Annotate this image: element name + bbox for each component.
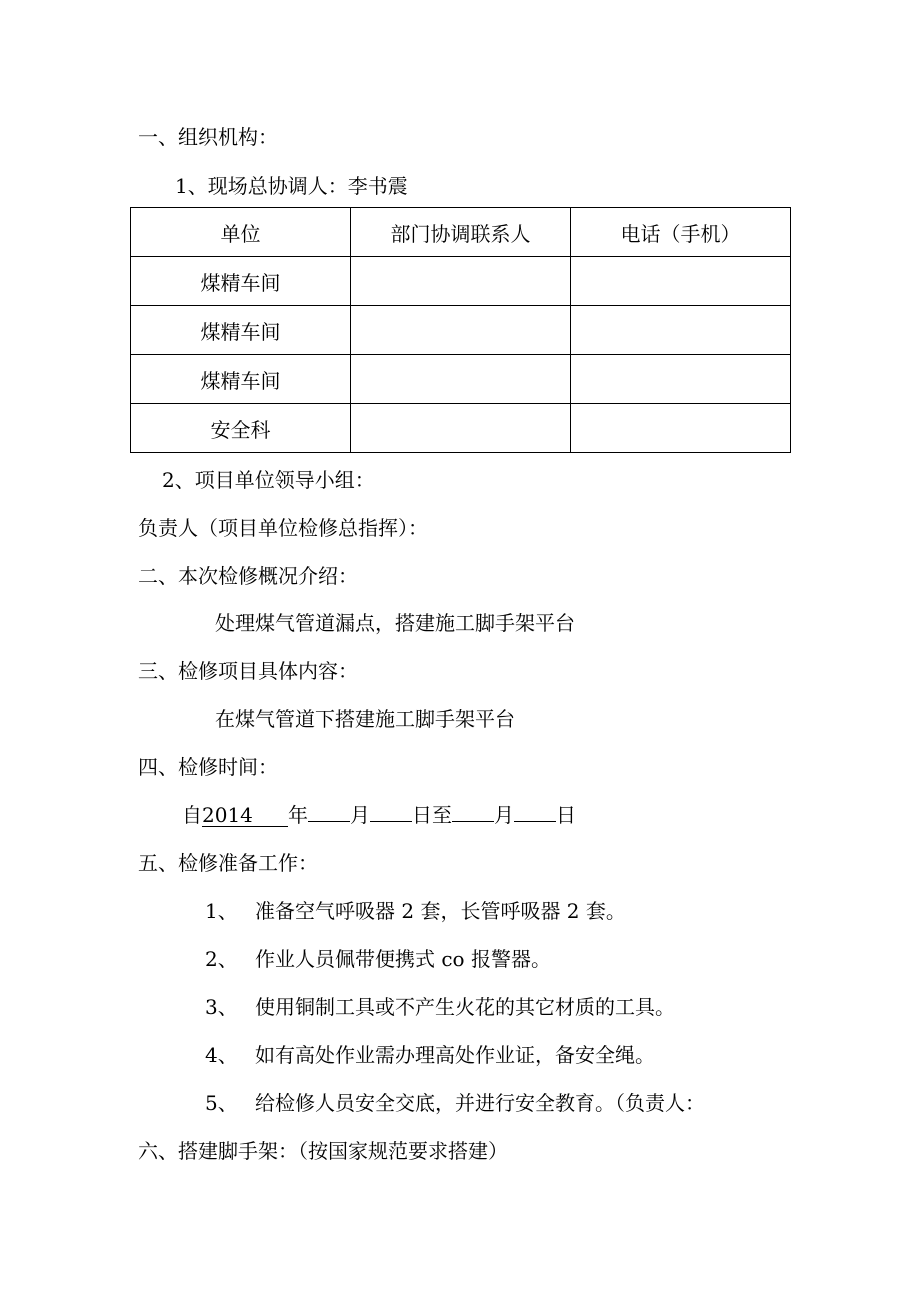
day-label: 日: [556, 803, 576, 827]
cell-phone: [571, 355, 791, 404]
cell-contact: [351, 355, 571, 404]
table-row: [131, 355, 791, 404]
to-label: 日至: [412, 803, 452, 827]
contacts-table: [130, 207, 791, 453]
list-item-number: 4、: [205, 1043, 238, 1067]
list-item-text: 如有高处作业需办理高处作业证，备安全绳。: [255, 1043, 655, 1067]
schedule-line: [182, 803, 576, 827]
list-item-text: 作业人员佩带便携式 co 报警器。: [255, 947, 551, 971]
cell-contact: [351, 404, 571, 453]
list-item: [205, 1091, 705, 1115]
header-phone: 电话（手机）: [571, 208, 791, 257]
from-label: 自: [182, 803, 202, 827]
list-item-number: 2、: [205, 947, 238, 971]
site-coordinator: 1、现场总协调人：李书震: [175, 174, 408, 198]
end-day-field: [514, 821, 556, 822]
year-label: 年: [288, 803, 308, 827]
table-row: [131, 306, 791, 355]
list-item: [205, 995, 675, 1019]
list-item: [205, 899, 626, 923]
cell-unit: 煤精车间: [131, 355, 351, 404]
list-item-number: 5、: [205, 1091, 238, 1115]
section-6-heading: 六、搭建脚手架：（按国家规范要求搭建）: [138, 1139, 508, 1163]
section-2-content: 处理煤气管道漏点，搭建施工脚手架平台: [215, 611, 575, 635]
cell-unit: 安全科: [131, 404, 351, 453]
cell-unit: 煤精车间: [131, 306, 351, 355]
cell-unit: 煤精车间: [131, 257, 351, 306]
table-row: [131, 404, 791, 453]
section-2-heading: 二、本次检修概况介绍：: [138, 564, 358, 588]
cell-phone: [571, 404, 791, 453]
year-field: 2014: [202, 804, 288, 827]
cell-phone: [571, 306, 791, 355]
section-1-heading: 一、组织机构：: [138, 125, 278, 149]
month-label: 月: [494, 803, 514, 827]
list-item-number: 1、: [205, 899, 238, 923]
list-item: [205, 1043, 655, 1067]
start-day-field: [370, 821, 412, 822]
cell-contact: [351, 306, 571, 355]
list-item-text: 使用铜制工具或不产生火花的其它材质的工具。: [255, 995, 675, 1019]
section-3-content: 在煤气管道下搭建施工脚手架平台: [215, 707, 515, 731]
list-item-text: 准备空气呼吸器 2 套，长管呼吸器 2 套。: [255, 899, 626, 923]
section-4-heading: 四、检修时间：: [138, 755, 278, 779]
start-month-field: [308, 821, 350, 822]
section-3-heading: 三、检修项目具体内容：: [138, 659, 358, 683]
cell-contact: [351, 257, 571, 306]
responsible-person: 负责人（项目单位检修总指挥）：: [138, 516, 428, 540]
list-item-text: 给检修人员安全交底，并进行安全教育。（负责人：: [255, 1091, 705, 1115]
table-row: [131, 257, 791, 306]
leader-group: 2、项目单位领导小组：: [162, 468, 375, 492]
section-5-heading: 五、检修准备工作：: [138, 851, 318, 875]
list-item: [205, 947, 551, 971]
month-label: 月: [350, 803, 370, 827]
header-contact: 部门协调联系人: [351, 208, 571, 257]
end-month-field: [452, 821, 494, 822]
list-item-number: 3、: [205, 995, 238, 1019]
header-unit: 单位: [131, 208, 351, 257]
cell-phone: [571, 257, 791, 306]
table-header-row: [131, 208, 791, 257]
